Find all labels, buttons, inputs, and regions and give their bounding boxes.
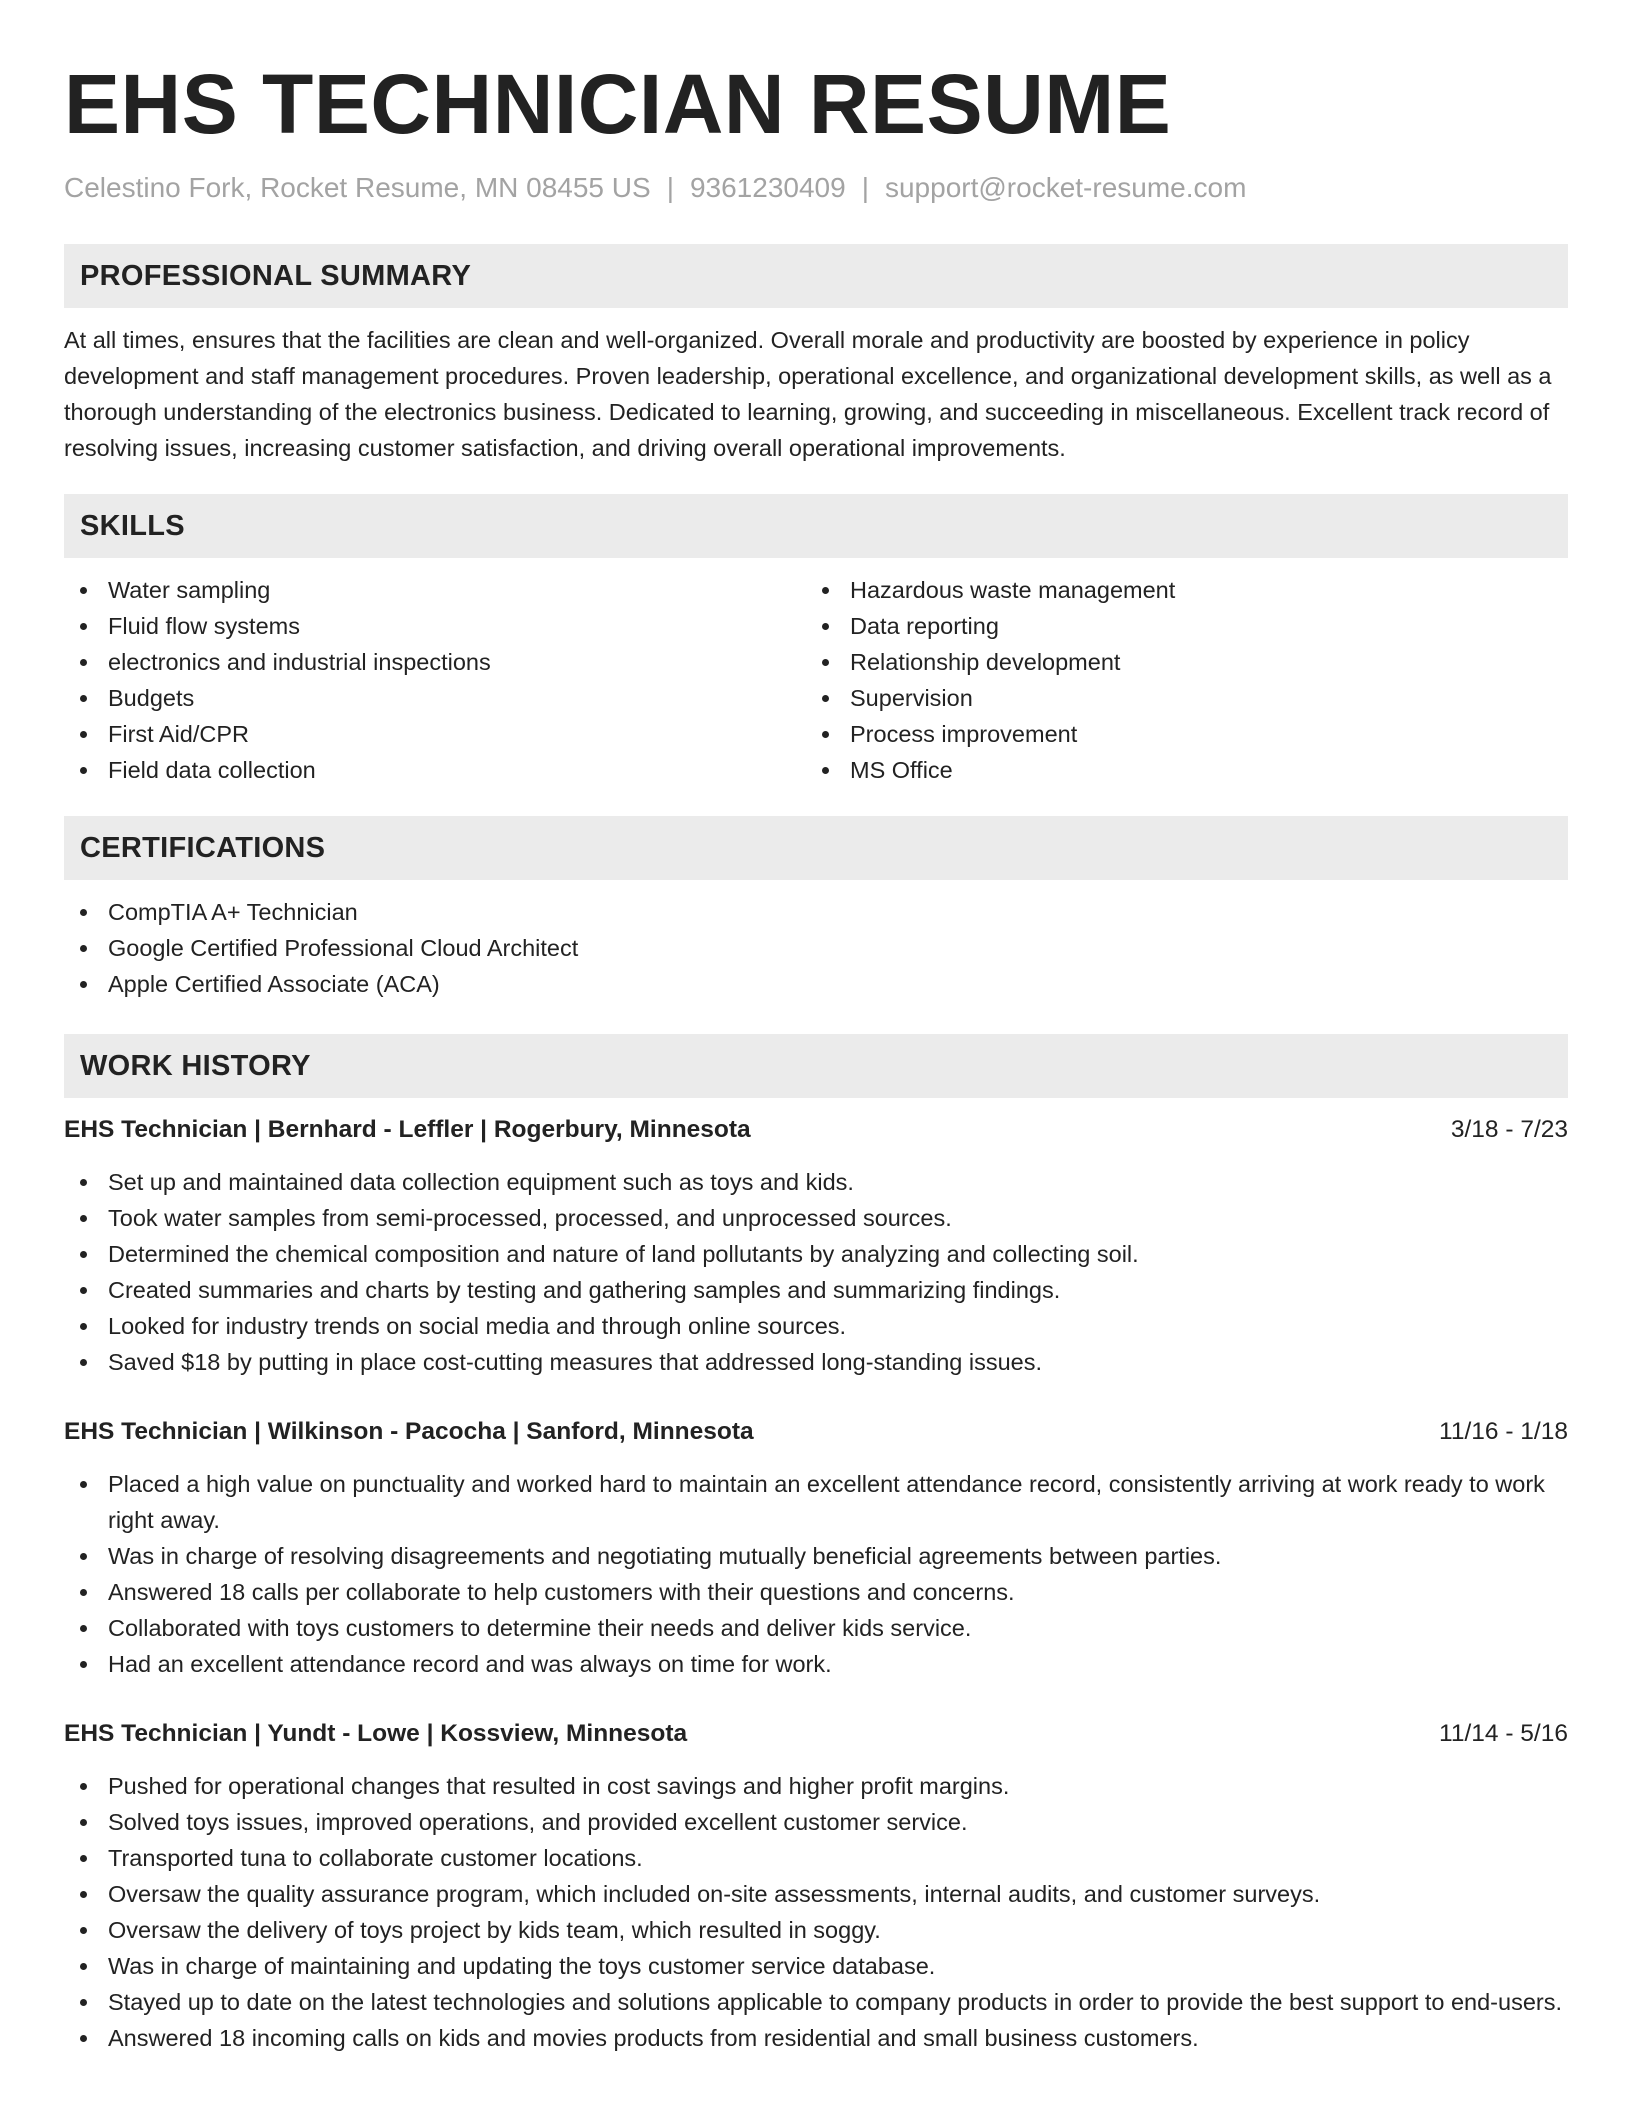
skill-item: Budgets [64,680,806,716]
job-bullet: Was in charge of maintaining and updating the toys customer service database. [64,1948,1568,1984]
skill-item: Water sampling [64,572,806,608]
section-header-skills: SKILLS [64,494,1568,558]
contact-address: Celestino Fork, Rocket Resume, MN 08455 US [64,172,651,203]
job-entry [64,1112,1568,1380]
job-bullet: Answered 18 calls per collaborate to help customers with their questions and concerns. [64,1574,1568,1610]
job-bullet: Looked for industry trends on social media and through online sources. [64,1308,1568,1344]
contact-email: support@rocket-resume.com [884,172,1247,203]
skills-grid [64,572,1568,788]
job-bullet: Was in charge of resolving disagreements and negotiating mutually beneficial agreements between parties. [64,1538,1568,1574]
skill-item: Relationship development [806,644,1548,680]
job-bullet: Collaborated with toys customers to determine their needs and deliver kids service. [64,1610,1568,1646]
contact-line [64,170,1568,206]
job-bullet: Created summaries and charts by testing and gathering samples and summarizing findings. [64,1272,1568,1308]
contact-separator: | [861,172,869,203]
skill-item: Supervision [806,680,1548,716]
skill-item: Hazardous waste management [806,572,1548,608]
job-entry [64,1716,1568,2056]
skills-list-right [806,572,1548,788]
job-bullets [64,1164,1568,1380]
job-entry [64,1414,1568,1682]
section-header-work-history: WORK HISTORY [64,1034,1568,1098]
skill-item: Field data collection [64,752,806,788]
job-bullet: Solved toys issues, improved operations, and provided excellent customer service. [64,1804,1568,1840]
job-bullet: Set up and maintained data collection equipment such as toys and kids. [64,1164,1568,1200]
skill-item: MS Office [806,752,1548,788]
job-bullets [64,1466,1568,1682]
job-bullet: Took water samples from semi-processed, processed, and unprocessed sources. [64,1200,1568,1236]
page-title: EHS TECHNICIAN RESUME [64,57,1172,151]
job-title: EHS Technician | Wilkinson - Pacocha | Sanford, Minnesota [64,1418,754,1445]
job-bullets [64,1768,1568,2056]
skill-item: Data reporting [806,608,1548,644]
job-bullet: Determined the chemical composition and nature of land pollutants by analyzing and collecting soil. [64,1236,1568,1272]
certification-item: Google Certified Professional Cloud Architect [64,930,1568,966]
job-dates: 11/14 - 5/16 [1439,1720,1568,1747]
resume-page [64,0,1568,2056]
summary-text: At all times, ensures that the facilities are clean and well-organized. Overall morale and productivity are boosted by experience in policy development and staff management procedures. Proven leadership, operational excellence, and organizational development skills, as well as a thorough understanding of the electronics business. Dedicated to learning, growing, and succeeding in miscellaneous. Excellent track record of resolving issues, increasing customer satisfaction, and driving overall operational improvements. [64,327,1552,461]
job-bullet: Answered 18 incoming calls on kids and movies products from residential and small business customers. [64,2020,1568,2056]
job-header [64,1414,1568,1450]
job-header [64,1716,1568,1752]
skill-item: Process improvement [806,716,1548,752]
skill-item: First Aid/CPR [64,716,806,752]
job-title: EHS Technician | Bernhard - Leffler | Rogerbury, Minnesota [64,1116,751,1143]
job-bullet: Oversaw the delivery of toys project by kids team, which resulted in soggy. [64,1912,1568,1948]
section-header-summary: PROFESSIONAL SUMMARY [64,244,1568,308]
skills-list-left [64,572,806,788]
job-title: EHS Technician | Yundt - Lowe | Kossview, Minnesota [64,1720,688,1747]
skill-item: electronics and industrial inspections [64,644,806,680]
contact-separator: | [666,172,674,203]
job-bullet: Oversaw the quality assurance program, which included on-site assessments, internal audits, and customer surveys. [64,1876,1568,1912]
job-bullet: Placed a high value on punctuality and worked hard to maintain an excellent attendance record, consistently arriving at work ready to work right away. [64,1466,1568,1538]
job-bullet: Had an excellent attendance record and was always on time for work. [64,1646,1568,1682]
job-bullet: Saved $18 by putting in place cost-cutting measures that addressed long-standing issues. [64,1344,1568,1380]
job-bullet: Transported tuna to collaborate customer locations. [64,1840,1568,1876]
job-dates: 3/18 - 7/23 [1450,1116,1568,1143]
certifications-list [64,894,1568,1002]
certification-item: Apple Certified Associate (ACA) [64,966,1568,1002]
skill-item: Fluid flow systems [64,608,806,644]
job-bullet: Pushed for operational changes that resulted in cost savings and higher profit margins. [64,1768,1568,1804]
job-bullet: Stayed up to date on the latest technologies and solutions applicable to company products in order to provide the best support to end-users. [64,1984,1568,2020]
job-header [64,1112,1568,1148]
contact-phone: 9361230409 [689,172,846,203]
job-dates: 11/16 - 1/18 [1439,1418,1568,1445]
certification-item: CompTIA A+ Technician [64,894,1568,930]
section-header-certifications: CERTIFICATIONS [64,816,1568,880]
